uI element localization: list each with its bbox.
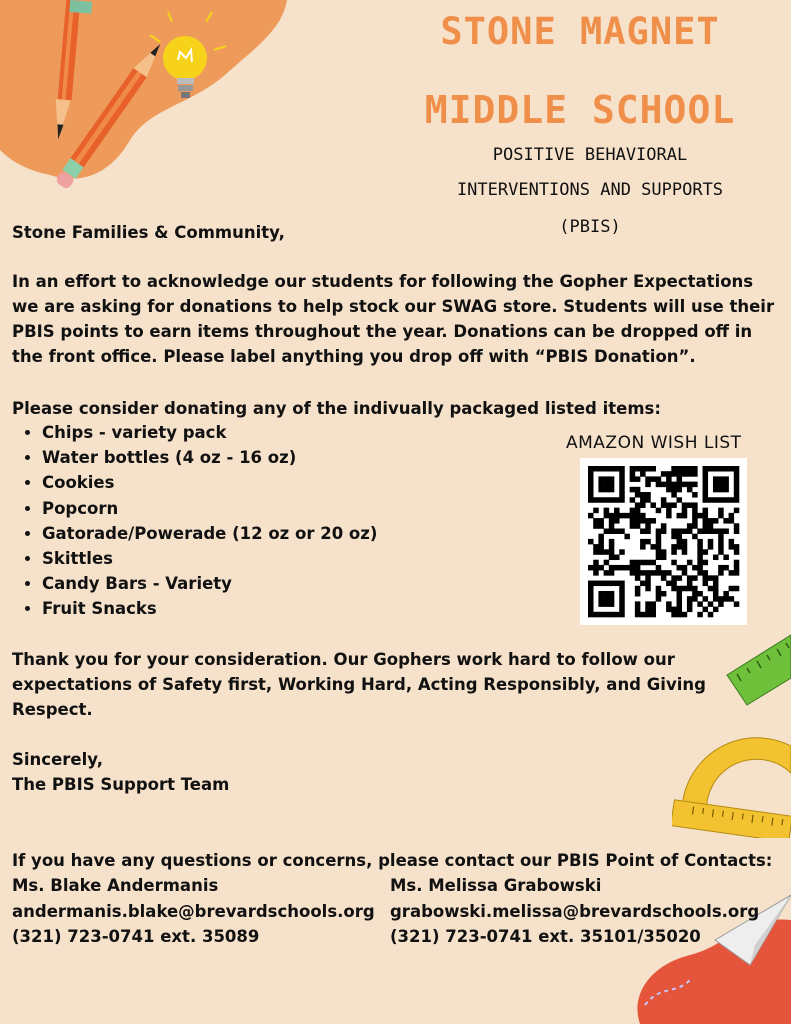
orange-blob — [0, 0, 287, 179]
list-item: • Popcorn — [42, 496, 377, 521]
contact-name: Ms. Melissa Grabowski — [390, 876, 602, 895]
title-line-2: MIDDLE SCHOOL — [424, 88, 736, 132]
contact-name: Ms. Blake Andermanis — [12, 876, 219, 895]
contact-phone: (321) 723-0741 ext. 35089 — [12, 927, 260, 946]
protractor-icon — [672, 728, 791, 838]
contact-phone: (321) 723-0741 ext. 35101/35020 — [390, 927, 701, 946]
list-item: • Candy Bars - Variety — [42, 571, 377, 596]
subtitle-line-2: INTERVENTIONS AND SUPPORTS — [456, 180, 724, 200]
title-line-1: STONE MAGNET — [440, 10, 720, 53]
closing: Sincerely, — [12, 750, 103, 769]
signature: The PBIS Support Team — [12, 775, 230, 794]
list-item: • Water bottles (4 oz - 16 oz) — [42, 445, 377, 470]
contact-block — [12, 873, 375, 950]
list-item: • Gatorade/Powerade (12 oz or 20 oz) — [42, 521, 377, 546]
donation-list — [20, 420, 377, 622]
intro-paragraph: In an effort to acknowledge our students for following the Gopher Expectations we are asking for donations to help stock our SWAG store. Students will use their PBIS points to earn items throughout the year. Donations can be dropped off in the front office. Please label anything you drop off with “PBIS Donation”. — [12, 272, 775, 366]
contact-email[interactable]: grabowski.melissa@brevardschools.org — [390, 901, 760, 921]
qr-code-icon[interactable] — [580, 458, 747, 625]
list-intro: Please consider donating any of the indivually packaged listed items: — [12, 399, 661, 418]
list-item: • Cookies — [42, 470, 377, 495]
top-left-decoration — [0, 0, 300, 215]
ruler-icon — [722, 630, 791, 710]
contact-email[interactable]: andermanis.blake@brevardschools.org — [12, 901, 375, 921]
contact-intro: If you have any questions or concerns, please contact our PBIS Point of Contacts: — [12, 851, 773, 870]
list-item: • Skittles — [42, 546, 377, 571]
subtitle-line-1: POSITIVE BEHAVIORAL — [492, 145, 688, 165]
salutation: Stone Families & Community, — [12, 223, 285, 242]
contact-block — [390, 873, 759, 950]
thank-you-paragraph: Thank you for your consideration. Our Gophers work hard to follow our expectations of Safety first, Working Hard, Acting Responsibly, and Giving Respect. — [12, 650, 706, 719]
list-item: • Chips - variety pack — [42, 420, 377, 445]
subtitle-line-3: (PBIS) — [559, 217, 621, 237]
list-item: • Fruit Snacks — [42, 596, 377, 621]
wishlist-label: AMAZON WISH LIST — [566, 433, 742, 453]
